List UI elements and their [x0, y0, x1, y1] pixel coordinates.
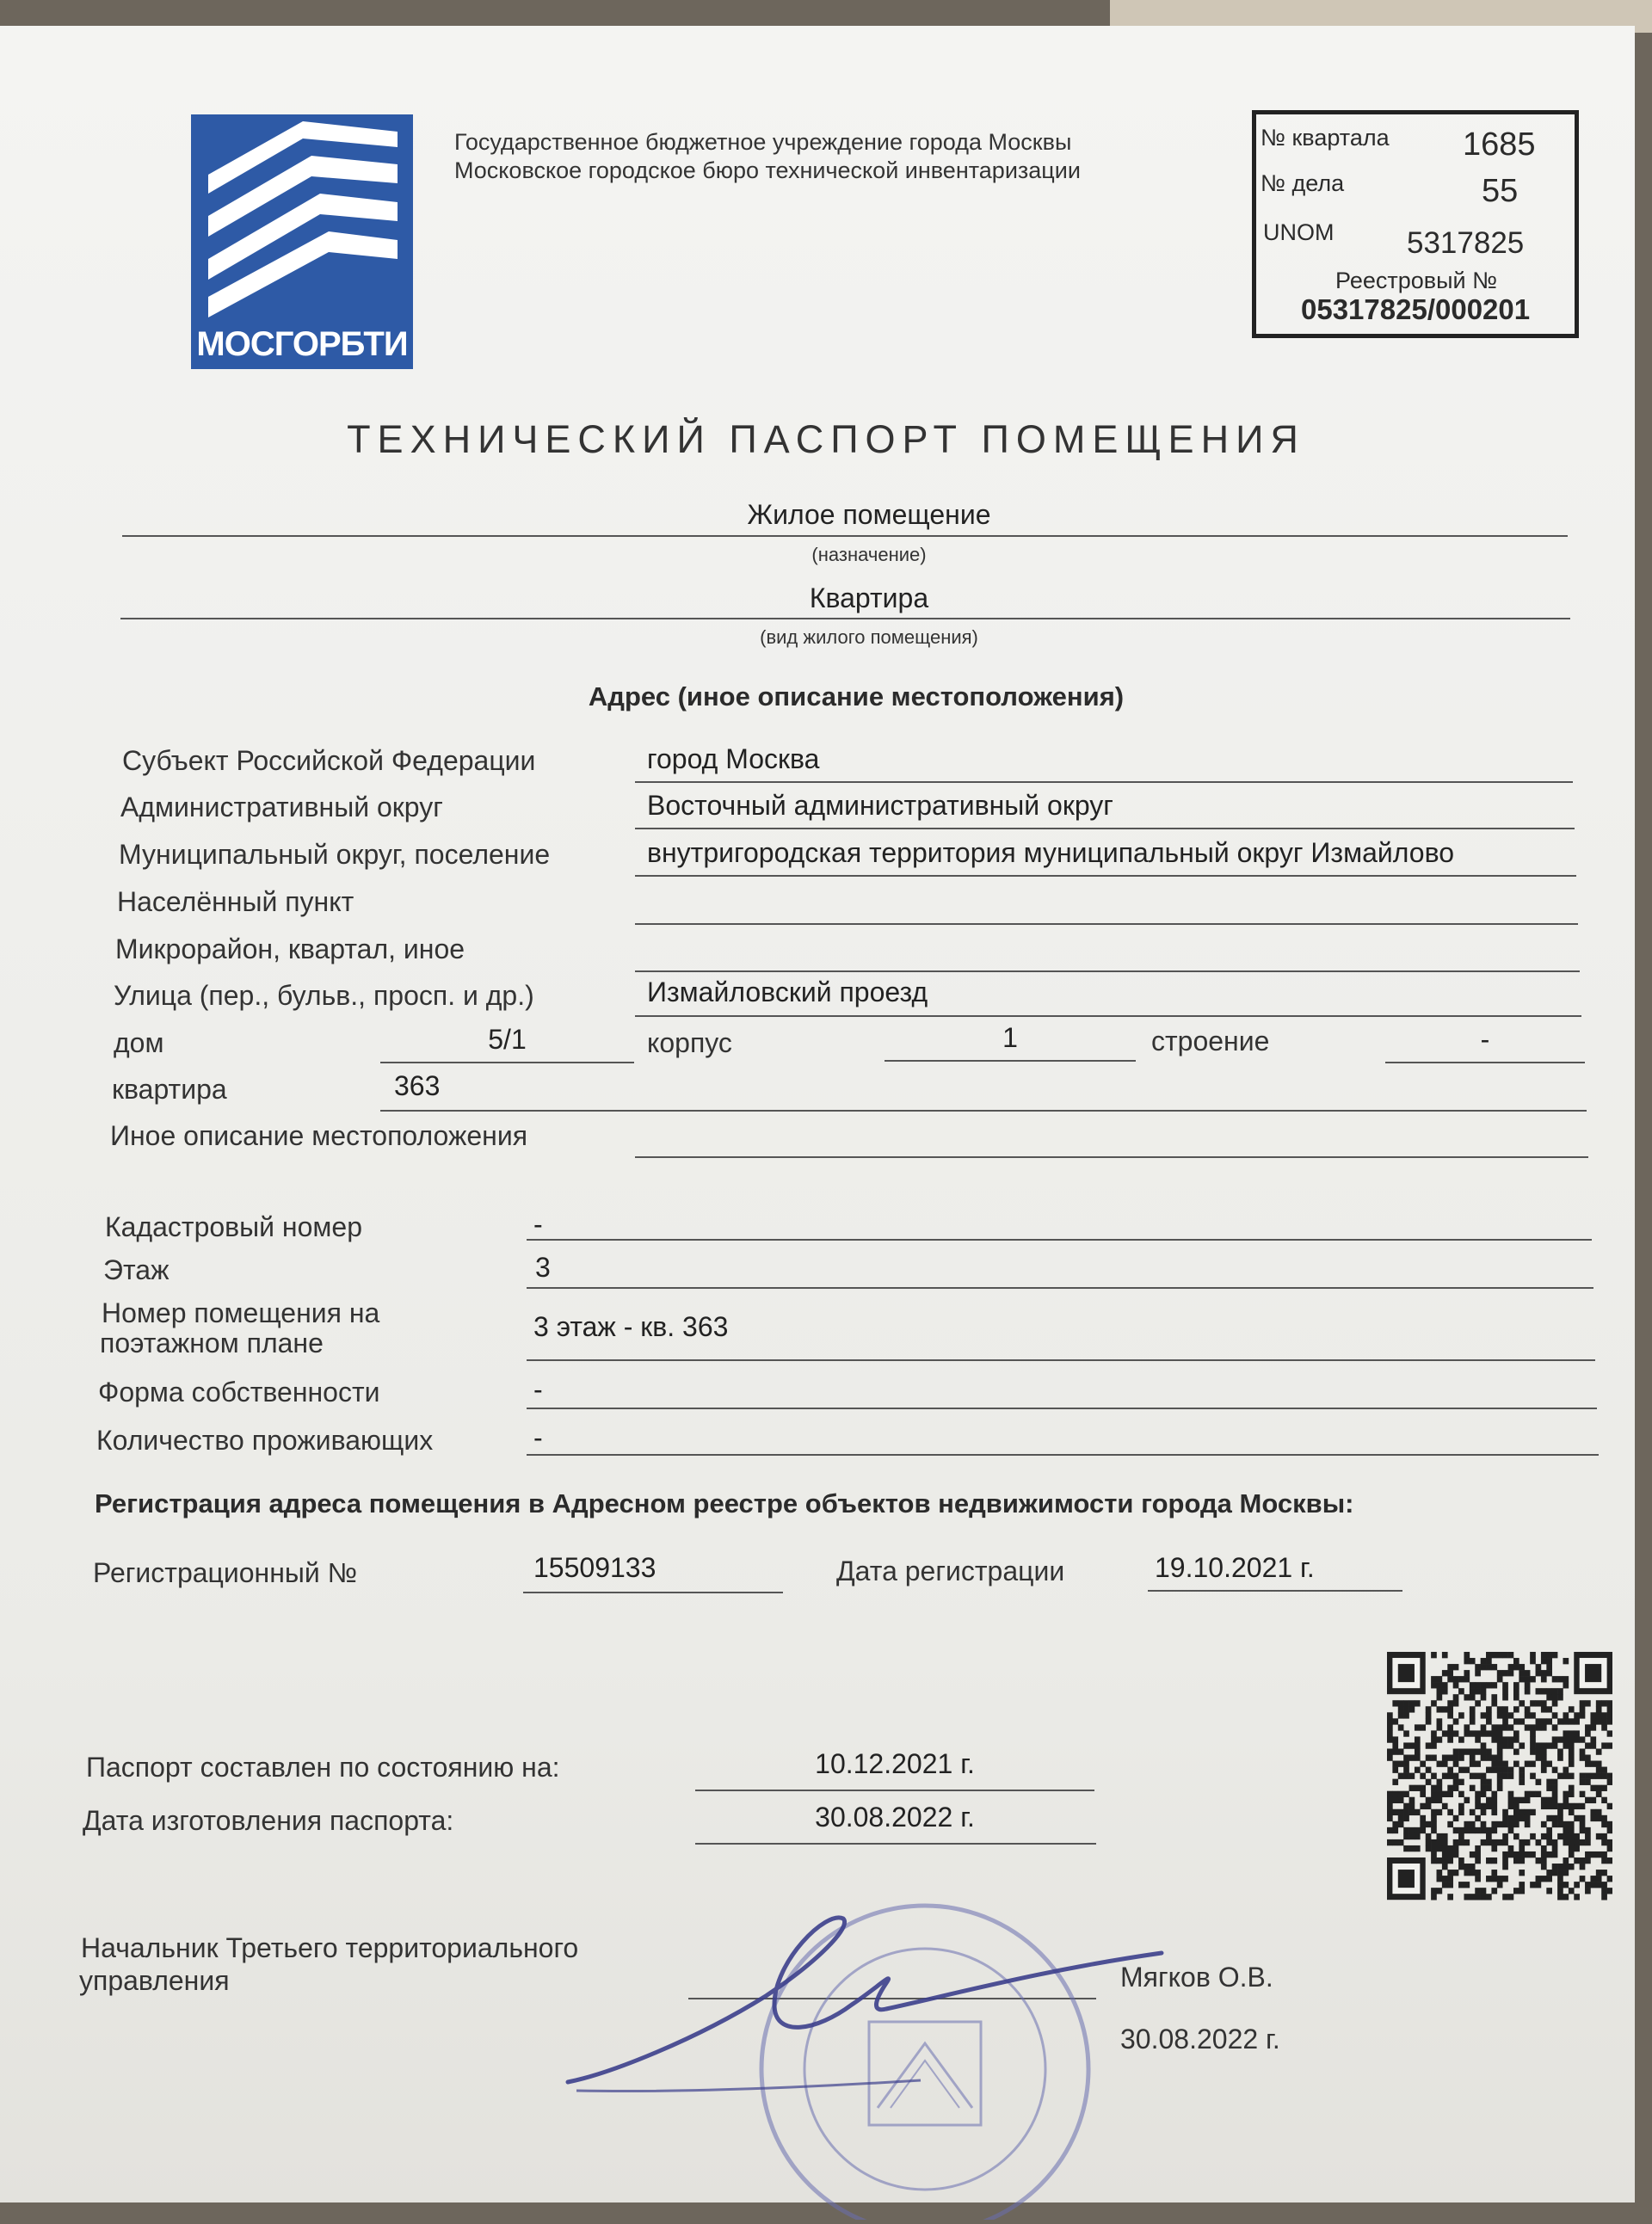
stroenie-value: - — [1480, 1024, 1490, 1055]
passport-state-underline — [695, 1790, 1094, 1791]
residents-underline — [527, 1454, 1599, 1456]
purpose-value: Жилое помещение — [747, 499, 991, 530]
room-number-label-2: поэтажном плане — [100, 1328, 324, 1358]
kvartira-value: 363 — [394, 1070, 441, 1101]
reg-number-underline — [523, 1592, 783, 1593]
row-okrug-underline — [635, 828, 1575, 829]
reg-date-value: 19.10.2021 г. — [1155, 1552, 1315, 1583]
address-heading: Адрес (иное описание местоположения) — [588, 681, 1125, 712]
row-subject-underline — [635, 781, 1573, 783]
ownership-value: - — [533, 1374, 543, 1405]
dom-label: дом — [114, 1027, 164, 1058]
delo-label: № дела — [1261, 170, 1345, 196]
org-name-line-1: Государственное бюджетное учреждение города Москвы — [454, 129, 1072, 155]
registration-heading: Регистрация адреса помещения в Адресном реестре объектов недвижимости города Москвы: — [95, 1488, 1354, 1519]
reg-date-underline — [1148, 1590, 1402, 1592]
row-subject-label: Субъект Российской Федерации — [122, 745, 536, 776]
dom-underline — [380, 1062, 634, 1063]
floor-value: 3 — [535, 1252, 551, 1283]
floor-label: Этаж — [103, 1254, 170, 1285]
delo-value: 55 — [1482, 173, 1519, 209]
row-district-label: Микрорайон, квартал, иное — [115, 933, 465, 964]
logo-text: МОСГОРБТИ — [196, 325, 408, 363]
reestr-label: Реестровый № — [1335, 268, 1498, 293]
row-municipal-underline — [635, 875, 1576, 877]
passport-made-underline — [695, 1843, 1096, 1845]
reg-number-value: 15509133 — [533, 1552, 656, 1583]
passport-made-value: 30.08.2022 г. — [815, 1802, 975, 1833]
qr-code-icon — [1387, 1652, 1612, 1901]
residents-label: Количество проживающих — [96, 1425, 434, 1456]
korpus-value: 1 — [1002, 1022, 1018, 1053]
row-street-label: Улица (пер., бульв., просп. и др.) — [114, 980, 534, 1011]
dom-value: 5/1 — [488, 1024, 527, 1055]
signature-icon — [559, 1867, 1179, 2099]
cadastral-underline — [527, 1239, 1592, 1241]
org-name-line-2: Московское городское бюро технической инвентаризации — [454, 157, 1081, 183]
room-number-value: 3 этаж - кв. 363 — [533, 1311, 729, 1342]
kvartira-underline — [380, 1110, 1587, 1112]
reg-number-label: Регистрационный № — [93, 1557, 357, 1588]
registry-box — [1252, 110, 1579, 338]
passport-state-value: 10.12.2021 г. — [815, 1748, 975, 1779]
kind-value: Квартира — [809, 582, 929, 613]
passport-state-label: Паспорт составлен по состоянию на: — [86, 1752, 560, 1783]
row-subject-value: город Москва — [647, 743, 820, 774]
purpose-caption: (назначение) — [811, 544, 927, 565]
reg-date-label: Дата регистрации — [836, 1556, 1065, 1586]
stroenie-label: строение — [1151, 1026, 1270, 1057]
room-number-label: Номер помещения на — [102, 1297, 380, 1328]
korpus-underline — [885, 1060, 1136, 1062]
signer-position-line-1: Начальник Третьего территориального — [81, 1932, 579, 1963]
row-municipal-value: внутригородская территория муниципальный округ Измайлово — [647, 837, 1455, 868]
row-okrug-value: Восточный административный округ — [647, 790, 1113, 821]
other-location-underline — [635, 1156, 1588, 1158]
unom-label: UNOM — [1263, 219, 1335, 245]
other-location-label: Иное описание местоположения — [110, 1120, 528, 1151]
document-title: ТЕХНИЧЕСКИЙ ПАСПОРТ ПОМЕЩЕНИЯ — [347, 417, 1305, 461]
signer-name: Мягков О.В. — [1120, 1962, 1273, 1993]
ownership-label: Форма собственности — [98, 1377, 380, 1408]
signature-date: 30.08.2022 г. — [1120, 2024, 1280, 2055]
mosgorbti-logo — [191, 114, 413, 369]
row-settlement-underline — [635, 923, 1578, 925]
kvartal-label: № квартала — [1261, 125, 1390, 151]
unom-value: 5317825 — [1407, 226, 1525, 260]
row-street-value: Измайловский проезд — [647, 976, 928, 1007]
room-number-underline — [527, 1359, 1595, 1361]
passport-made-label: Дата изготовления паспорта: — [83, 1805, 454, 1836]
reestr-value: 05317825/000201 — [1301, 293, 1531, 325]
row-settlement-label: Населённый пункт — [117, 886, 354, 917]
handwritten-signature — [559, 1867, 1179, 2099]
kind-caption: (вид жилого помещения) — [760, 626, 978, 648]
row-street-underline — [635, 1015, 1581, 1017]
row-municipal-label: Муниципальный округ, поселение — [119, 839, 551, 870]
kvartira-label: квартира — [112, 1074, 227, 1105]
stroenie-underline — [1385, 1062, 1585, 1063]
residents-value: - — [533, 1422, 543, 1453]
kind-underline — [120, 618, 1570, 619]
signer-position-line-2: управления — [79, 1965, 230, 1996]
cadastral-label: Кадастровый номер — [105, 1211, 362, 1242]
purpose-underline — [122, 535, 1568, 537]
row-okrug-label: Административный округ — [120, 792, 443, 822]
cadastral-value: - — [533, 1209, 543, 1240]
row-district-underline — [635, 970, 1580, 972]
korpus-label: корпус — [647, 1027, 732, 1058]
kvartal-value: 1685 — [1463, 126, 1536, 163]
floor-underline — [527, 1287, 1593, 1289]
ownership-underline — [527, 1408, 1597, 1409]
qr-code — [1387, 1652, 1612, 1901]
